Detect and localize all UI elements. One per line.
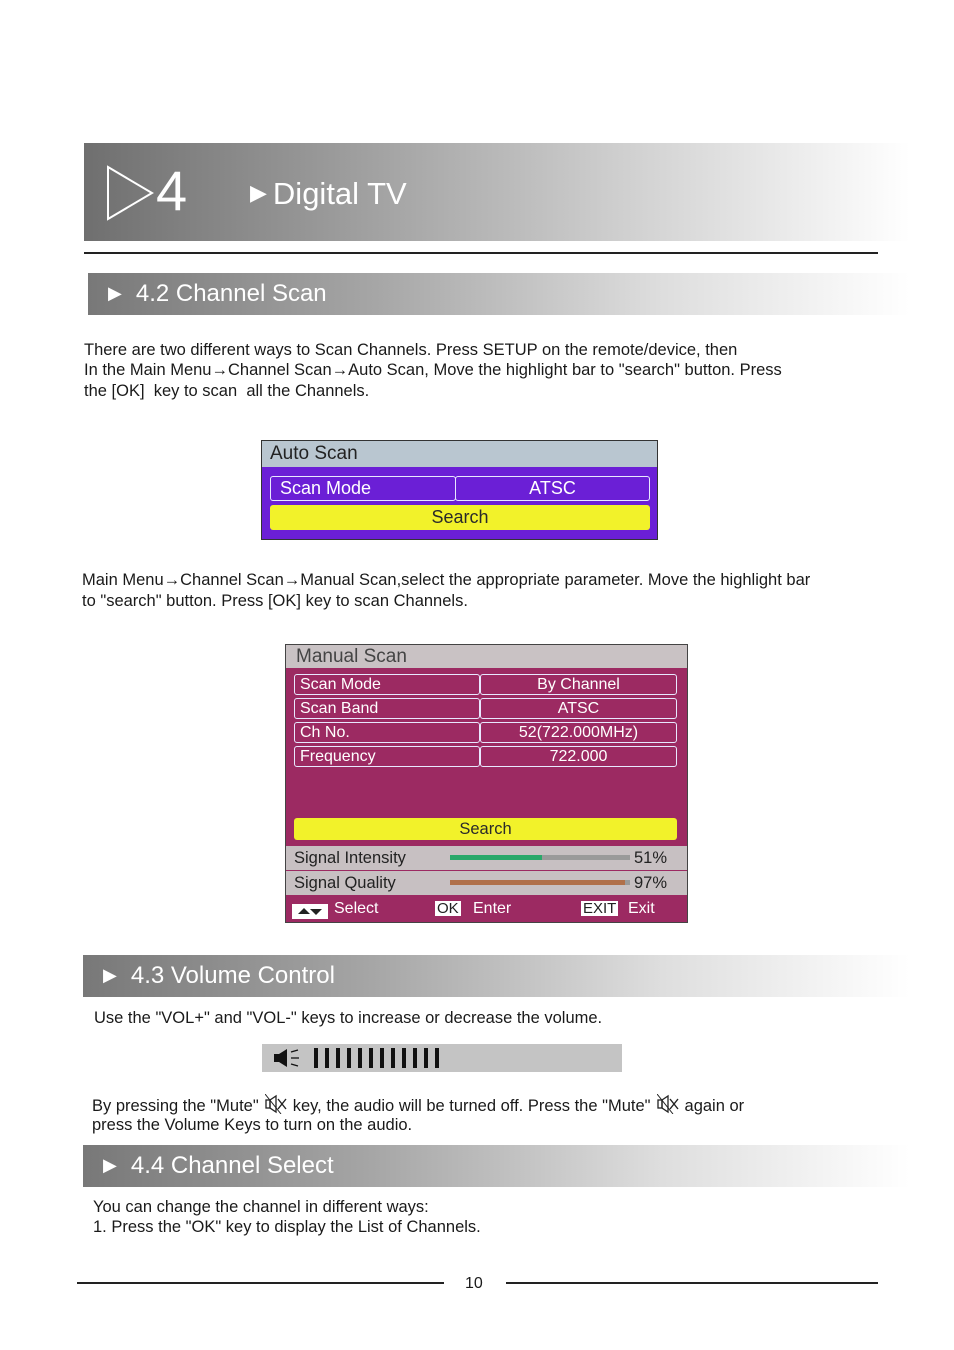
ch-no-label[interactable]: Ch No. [294,722,480,743]
signal-intensity-label: Signal Intensity [294,849,406,867]
page-number: 10 [465,1275,483,1292]
play-icon: ▶ [250,180,267,205]
auto-scan-screen [261,440,658,540]
scan-mode-value[interactable]: ATSC [455,476,650,501]
volume-tick [347,1048,351,1068]
signal-quality-bar [450,880,630,885]
mute-description-line-2: press the Volume Keys to turn on the audio. [92,1116,413,1134]
volume-tick [424,1048,428,1068]
scan-mode-value[interactable]: By Channel [480,674,677,695]
volume-tick [413,1048,417,1068]
scan-mode-label[interactable]: Scan Mode [294,674,480,695]
scan-band-label[interactable]: Scan Band [294,698,480,719]
ch-no-value[interactable]: 52(722.000MHz) [480,722,677,743]
manual-intro-line-1: Main Menu→Channel Scan→Manual Scan,select the appropriate parameter. Move the highlight bar [82,571,811,589]
frequency-label[interactable]: Frequency [294,746,480,767]
volume-tick [391,1048,395,1068]
chapter-header [84,143,910,241]
volume-tick [380,1048,384,1068]
volume-bar [262,1044,622,1072]
play-icon: ▶ [103,965,117,985]
signal-intensity-bar [450,855,630,860]
exit-hint: Exit [628,900,655,917]
ok-key: OK [437,900,459,917]
signal-intensity-fill [450,855,542,860]
chapter-number: 4 [156,159,188,222]
select-hint: Select [334,900,379,917]
mute-description-line-1: By pressing the "Mute" key, the audio will be turned off. Press the "Mute" again or [92,1094,744,1116]
volume-tick [358,1048,362,1068]
volume-tick [402,1048,406,1068]
footer-rule-left [77,1282,444,1284]
volume-tick [314,1048,318,1068]
signal-quality-row [286,871,687,895]
frequency-value[interactable]: 722.000 [480,746,677,767]
footer-rule-right [506,1282,878,1284]
volume-description: Use the "VOL+" and "VOL-" keys to increase or decrease the volume. [94,1009,603,1027]
mute-icon [657,1094,679,1114]
volume-level-ticks [314,1048,439,1068]
section-channel-scan: ▶ 4.2 Channel Scan [88,273,910,315]
mute-icon [265,1094,287,1114]
play-icon: ▶ [108,283,122,303]
manual-intro-line-2: to "search" button. Press [OK] key to scan Channels. [82,592,468,610]
play-icon: ▶ [103,1155,117,1175]
scan-intro-line-1: There are two different ways to Scan Channels. Press SETUP on the remote/device, then [84,341,738,359]
signal-intensity-value: 51% [634,849,668,867]
signal-intensity-row [286,846,687,870]
scan-band-value[interactable]: ATSC [480,698,677,719]
divider [84,252,878,254]
scan-intro-line-3: the [OK] key to scan all the Channels. [84,382,370,400]
play-outline-icon [106,165,154,221]
search-button[interactable]: Search [294,818,677,840]
scan-mode-label[interactable]: Scan Mode [270,476,456,501]
manual-scan-screen [285,644,688,923]
manual-scan-title: Manual Scan [286,645,687,668]
volume-tick [325,1048,329,1068]
search-button[interactable]: Search [270,505,650,530]
section-volume-control: ▶ 4.3 Volume Control [83,955,910,997]
chapter-title: ▶ Digital TV [250,176,407,211]
manual-scan-footer [286,896,687,922]
select-description-line-1: You can change the channel in different ways: [93,1198,429,1216]
signal-quality-label: Signal Quality [294,874,396,892]
scan-intro-line-2: In the Main Menu→Channel Scan→Auto Scan, Move the highlight bar to "search" button. Press [84,361,782,379]
speaker-icon [274,1048,306,1068]
volume-tick [336,1048,340,1068]
up-down-arrows-icon [292,902,328,928]
exit-key: EXIT [583,900,617,917]
signal-quality-value: 97% [634,874,668,892]
enter-hint: Enter [473,900,512,917]
volume-tick [369,1048,373,1068]
section-channel-select: ▶ 4.4 Channel Select [83,1145,910,1187]
auto-scan-title: Auto Scan [262,441,657,467]
select-description-line-2: 1. Press the "OK" key to display the List of Channels. [93,1218,481,1236]
signal-quality-fill [450,880,625,885]
volume-tick [435,1048,439,1068]
